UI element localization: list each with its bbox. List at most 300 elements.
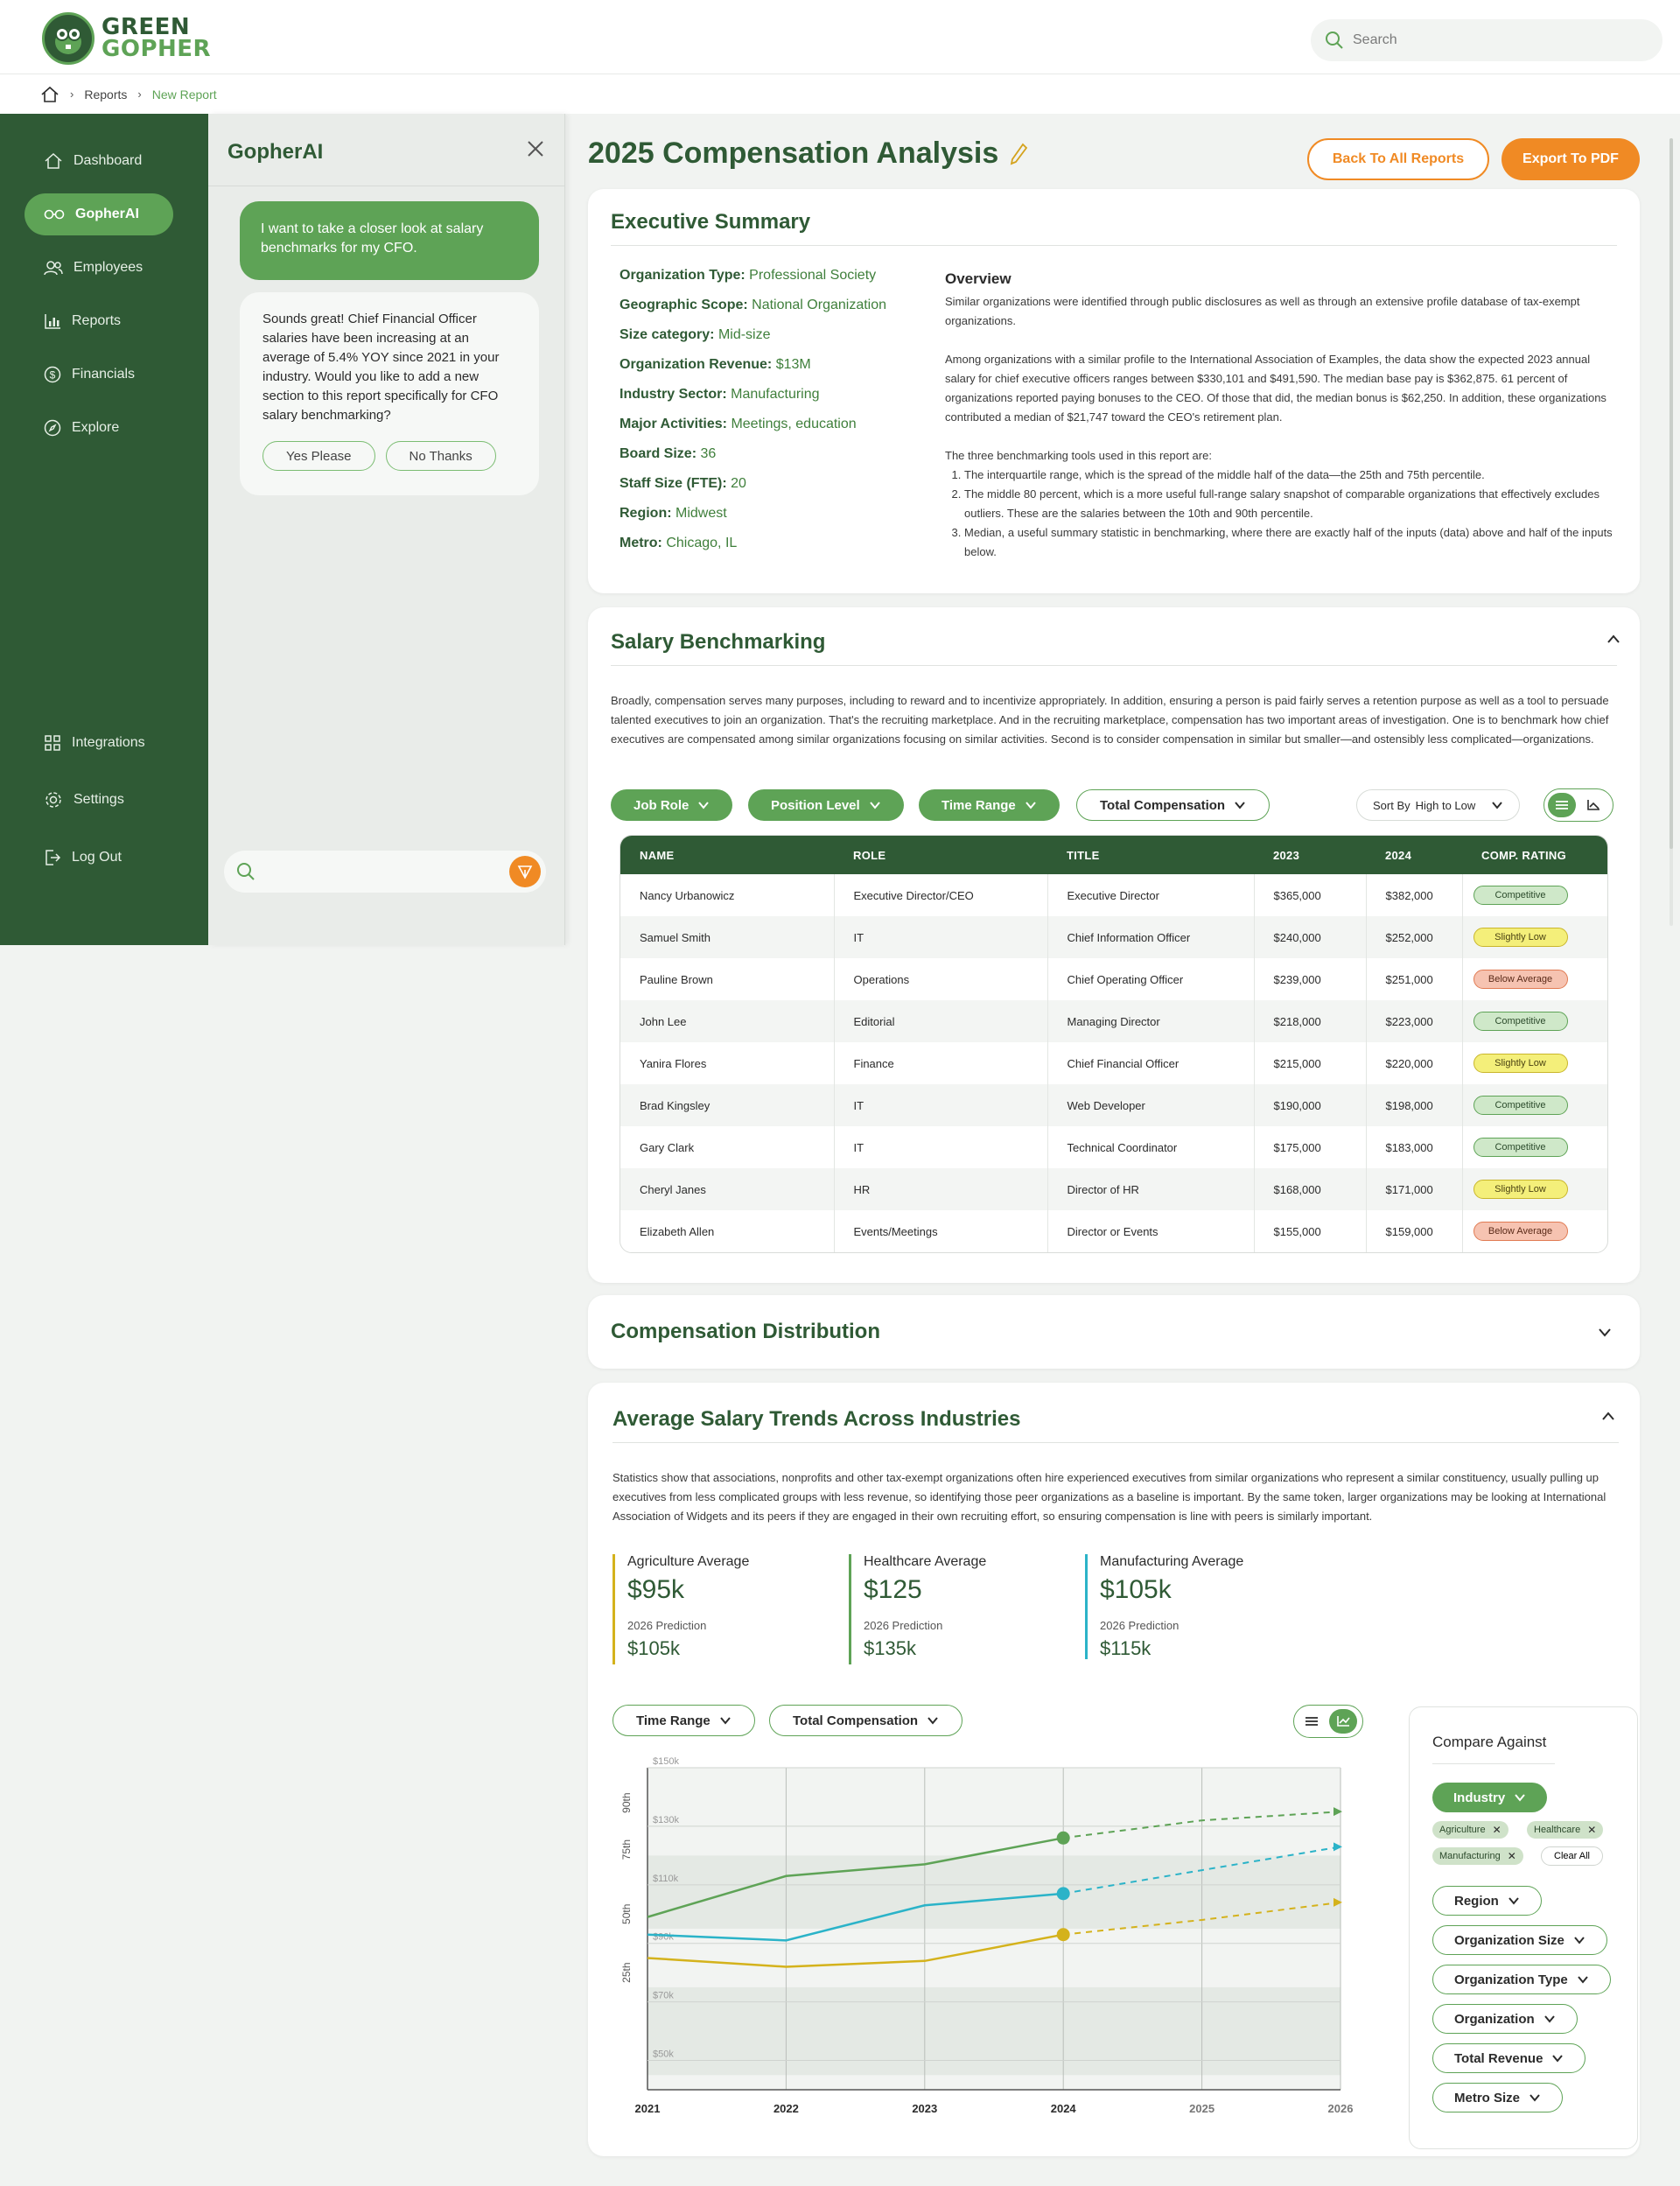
table-row[interactable] [620, 1126, 1607, 1168]
total-revenue-dropdown[interactable] [1432, 2043, 1586, 2073]
cell-name: Brad Kingsley [620, 1084, 834, 1126]
cell-role: Editorial [834, 1000, 1047, 1042]
column-header[interactable]: COMP. RATING [1462, 836, 1607, 874]
cell-title: Chief Information Officer [1047, 916, 1254, 958]
status-badge: Competitive [1474, 886, 1568, 905]
total-compensation-filter[interactable] [1076, 789, 1270, 821]
users-icon [44, 260, 63, 276]
percentile-band [648, 1987, 1340, 2075]
stat-prediction-label: 2026 Prediction [1100, 1619, 1180, 1632]
salary-trends-card [588, 1383, 1640, 2156]
cell-2023: $239,000 [1254, 958, 1366, 1000]
gopherai-title: GopherAI [228, 140, 324, 164]
sidebar-item-label: GopherAI [75, 207, 139, 221]
column-header[interactable]: 2023 [1254, 836, 1366, 874]
divider [611, 245, 1617, 246]
list-item: 2. The middle 80 percent, which is a more useful full-range salary snapshot of comparable organizations that effectively excludes outliers. These are the salaries between the 10th and 90th percentile. [964, 485, 1614, 523]
cell-title: Chief Financial Officer [1047, 1042, 1254, 1084]
column-header[interactable]: ROLE [834, 836, 1047, 874]
org-fact [620, 298, 886, 327]
percentile-label: 50th [620, 1903, 633, 1924]
sidebar-item-label: Integrations [72, 735, 145, 750]
cell-rating [1462, 1042, 1607, 1084]
breadcrumb-current[interactable]: New Report [151, 87, 217, 102]
status-badge: Competitive [1474, 1138, 1568, 1157]
fact-label: Size category: [620, 327, 715, 342]
cell-role: Operations [834, 958, 1047, 1000]
cell-2024: $251,000 [1366, 958, 1462, 1000]
cell-2024: $382,000 [1366, 874, 1462, 916]
table-row[interactable] [620, 1000, 1607, 1042]
data-point-agriculture [1057, 1928, 1070, 1941]
trends-description: Statistics show that associations, nonprofits and other tax-exempt organizations often hire experienced executives from similar organizations who represent a similar constituency, usually pulling up executives from less complicated groups with less revenue, so identifying those peer organizations as a baseline is important. By the same token, larger organizations may be looking at International Association of Widgets and its peers if they are engaged in their own recruiting effort, so ensuring compensation is line with peers is similarly important. [612, 1471, 1606, 1523]
x-tick-label: 2026 [1327, 2102, 1354, 2115]
salary-benchmarking-title: Salary Benchmarking [611, 630, 826, 654]
divider [611, 665, 1617, 666]
cell-title: Web Developer [1047, 1084, 1254, 1126]
filter-label: Job Role [634, 797, 690, 813]
manufacturing-stat [1085, 1554, 1243, 1659]
stat-prediction: $135k [864, 1637, 916, 1659]
y-tick-label: $70k [653, 1990, 674, 2001]
chip-agriculture[interactable] [1432, 1821, 1508, 1839]
chevron-up-icon[interactable] [1606, 634, 1620, 644]
cell-2023: $190,000 [1254, 1084, 1366, 1126]
fact-label: Board Size: [620, 446, 697, 461]
compare-against-panel [1409, 1706, 1638, 2149]
chevron-down-icon [1025, 801, 1037, 809]
cell-name: John Lee [620, 1000, 834, 1042]
filter-label: Time Range [942, 797, 1016, 813]
search-input[interactable] [1353, 32, 1633, 48]
cell-role: Events/Meetings [834, 1210, 1047, 1252]
scrollbar-thumb[interactable] [1670, 138, 1673, 849]
sidebar-item-label: Explore [72, 420, 120, 435]
chevron-down-icon [697, 801, 710, 809]
breadcrumb-reports[interactable]: Reports [84, 87, 128, 102]
benchmarking-description: Broadly, compensation serves many purposes, including to reward and to incentivize appropriately. In addition, ensuring a person is paid fairly serves a retention purpose as well as a tool to persuade talented executives to join an organization. That's the recruiting marketplace. And in the recruiting marketplace, compensation has two important areas of investigation. One is to benchmark how chief executives are compensated among similar organizations focusing on similar activities. Second is to consider compensation in similar but smaller—and ostensibly less complicated—organizations. [611, 694, 1609, 746]
fact-value: National Organization [752, 298, 887, 312]
chip-label: Healthcare [1534, 1825, 1581, 1835]
cell-2024: $171,000 [1366, 1168, 1462, 1210]
filter-label: Time Range [636, 1713, 710, 1728]
cell-title: Executive Director [1047, 874, 1254, 916]
cell-name: Samuel Smith [620, 916, 834, 958]
organization-dropdown[interactable] [1432, 2004, 1578, 2034]
search-bar[interactable] [1311, 19, 1662, 61]
sidebar-item-employees[interactable] [24, 247, 173, 289]
stat-prediction: $115k [1100, 1637, 1152, 1659]
x-tick-label: 2025 [1189, 2102, 1215, 2115]
cell-title: Chief Operating Officer [1047, 958, 1254, 1000]
cell-title: Managing Director [1047, 1000, 1254, 1042]
fact-value: Chicago, IL [666, 536, 738, 550]
column-header[interactable]: NAME [620, 836, 834, 874]
chevron-down-icon [1573, 1936, 1586, 1944]
logo-text-line1: GREEN [102, 14, 191, 40]
cell-name: Yanira Flores [620, 1042, 834, 1084]
cell-rating [1462, 1168, 1607, 1210]
org-fact [620, 506, 886, 536]
stat-prediction-label: 2026 Prediction [627, 1619, 707, 1632]
filter-label: Total Compensation [793, 1713, 919, 1728]
fact-value: Mid-size [718, 327, 771, 342]
percentile-label: 75th [620, 1839, 633, 1860]
dropdown-label: Organization [1454, 2011, 1535, 2027]
chevron-down-icon [1508, 1896, 1520, 1905]
fact-value: Manufacturing [731, 387, 820, 402]
chat-input-bar[interactable] [224, 851, 546, 893]
time-range-filter[interactable] [919, 789, 1060, 821]
fact-label: Geographic Scope: [620, 298, 748, 312]
gear-icon [44, 790, 63, 809]
logo[interactable] [42, 12, 211, 65]
cell-title: Technical Coordinator [1047, 1126, 1254, 1168]
org-fact [620, 357, 886, 387]
logout-icon [44, 849, 61, 866]
chevron-up-icon[interactable] [1601, 1411, 1615, 1421]
table-row[interactable] [620, 874, 1607, 916]
cell-rating [1462, 1084, 1607, 1126]
sidebar-item-logout[interactable] [24, 837, 173, 879]
sidebar-item-reports[interactable] [24, 300, 173, 342]
cell-2023: $168,000 [1254, 1168, 1366, 1210]
table-row[interactable] [620, 958, 1607, 1000]
cell-2023: $240,000 [1254, 916, 1366, 958]
metro-size-dropdown[interactable] [1432, 2083, 1563, 2112]
fact-label: Organization Type: [620, 268, 746, 283]
assistant-message [240, 292, 539, 495]
line-chart-icon [1336, 1715, 1350, 1727]
pencil-icon[interactable] [1009, 143, 1028, 165]
sidebar-item-label: Dashboard [74, 153, 143, 168]
fact-label: Major Activities: [620, 417, 727, 431]
table-header-row [620, 836, 1607, 874]
fact-value: Professional Society [749, 268, 877, 283]
chevron-down-icon [1514, 1793, 1526, 1802]
export-pdf-button[interactable]: Export To PDF [1502, 138, 1640, 180]
cell-name: Nancy Urbanowicz [620, 874, 834, 916]
table-row[interactable] [620, 916, 1607, 958]
chevron-down-icon [719, 1716, 732, 1725]
side-nav [0, 114, 208, 945]
x-tick-label: 2021 [634, 2102, 661, 2115]
fact-value: $13M [775, 357, 811, 372]
x-tick-label: 2022 [773, 2102, 799, 2115]
cell-title: Director of HR [1047, 1168, 1254, 1210]
chip-label: Manufacturing [1439, 1851, 1501, 1861]
chart-total-compensation-filter[interactable] [769, 1705, 962, 1736]
cell-title: Director or Events [1047, 1210, 1254, 1252]
dropdown-label: Organization Size [1454, 1932, 1564, 1948]
fact-label: Industry Sector: [620, 387, 727, 402]
chevron-right-icon: › [70, 88, 74, 101]
org-fact [620, 387, 886, 417]
y-tick-label: $150k [653, 1756, 679, 1767]
divider [1432, 1763, 1555, 1764]
industry-dropdown[interactable] [1432, 1783, 1547, 1812]
org-fact [620, 268, 886, 298]
stat-label: Healthcare Average [864, 1554, 987, 1569]
cell-name: Pauline Brown [620, 958, 834, 1000]
chart-icon [1586, 799, 1600, 811]
sidebar-item-integrations[interactable] [24, 722, 173, 764]
chart-view-toggle[interactable] [1293, 1705, 1363, 1738]
organization-type-dropdown[interactable] [1432, 1965, 1611, 1994]
org-fact [620, 536, 886, 565]
sidebar-item-settings[interactable] [24, 779, 173, 821]
cell-role: IT [834, 1126, 1047, 1168]
chevron-down-icon [927, 1716, 939, 1725]
executive-summary-title: Executive Summary [611, 210, 811, 234]
sidebar-item-dashboard[interactable] [24, 140, 173, 182]
cell-name: Cheryl Janes [620, 1168, 834, 1210]
gopher-logo-icon [42, 12, 94, 65]
search-icon [1325, 31, 1344, 50]
status-badge: Competitive [1474, 1096, 1568, 1115]
table-row[interactable] [620, 1084, 1607, 1126]
cell-rating [1462, 1126, 1607, 1168]
assistant-message-text: Sounds great! Chief Financial Officer salaries have been increasing at an average of 5.4% YOY since 2021 in your industry. Would you like to add a new section to this report specifically for CFO salary benchmarking? [262, 312, 500, 423]
data-point-manufacturing [1057, 1887, 1070, 1900]
fact-label: Staff Size (FTE): [620, 476, 727, 491]
overview-title: Overview [945, 270, 1012, 287]
chip-label: Agriculture [1439, 1825, 1486, 1835]
cell-2023: $155,000 [1254, 1210, 1366, 1252]
dollar-icon [44, 366, 61, 383]
fact-value: Midwest [676, 506, 727, 521]
cell-2024: $252,000 [1366, 916, 1462, 958]
table-row[interactable] [620, 1210, 1607, 1252]
cell-rating [1462, 958, 1607, 1000]
list-icon [1555, 800, 1569, 810]
sidebar-item-label: Log Out [72, 850, 122, 865]
user-message: I want to take a closer look at salary benchmarks for my CFO. [240, 201, 539, 280]
dropdown-label: Metro Size [1454, 2090, 1521, 2105]
table-row[interactable] [620, 1042, 1607, 1084]
status-badge: Slightly Low [1474, 928, 1568, 947]
job-role-filter[interactable] [611, 789, 732, 821]
status-badge: Slightly Low [1474, 1180, 1568, 1199]
chip-manufacturing[interactable] [1432, 1847, 1523, 1865]
chart-view-toggle[interactable] [1579, 793, 1607, 817]
chat-input[interactable] [264, 864, 492, 879]
cell-2024: $159,000 [1366, 1210, 1462, 1252]
overview-paragraph: The three benchmarking tools used in this report are: [945, 449, 1212, 462]
stat-prediction: $105k [627, 1637, 680, 1659]
no-thanks-button[interactable]: No Thanks [386, 441, 496, 471]
cell-2023: $365,000 [1254, 874, 1366, 916]
salary-trends-title: Average Salary Trends Across Industries [612, 1407, 1021, 1431]
status-badge: Below Average [1474, 1222, 1568, 1241]
chevron-down-icon [1551, 2054, 1564, 2063]
table-row[interactable] [620, 1168, 1607, 1210]
org-fact [620, 327, 886, 357]
cell-name: Elizabeth Allen [620, 1210, 834, 1252]
percentile-label: 25th [620, 1962, 633, 1983]
region-dropdown[interactable] [1432, 1886, 1542, 1916]
send-icon [517, 864, 533, 879]
back-to-reports-button[interactable]: Back To All Reports [1307, 138, 1489, 180]
svg-text:$: $ [49, 368, 56, 382]
stat-label: Manufacturing Average [1100, 1554, 1244, 1569]
salary-benchmarking-card [588, 607, 1640, 1283]
page-title [588, 137, 1028, 171]
close-icon[interactable]: ✕ [1507, 1850, 1516, 1862]
y-tick-label: $90k [653, 1931, 674, 1943]
chevron-down-icon [1529, 2093, 1541, 2102]
sort-label: Sort By [1373, 798, 1410, 812]
top-bar [0, 0, 1680, 74]
column-header[interactable]: TITLE [1047, 836, 1254, 874]
cell-2024: $183,000 [1366, 1126, 1462, 1168]
chevron-down-icon[interactable] [1598, 1327, 1612, 1337]
salary-table [620, 835, 1608, 1253]
status-badge: Below Average [1474, 970, 1568, 989]
clear-all-button[interactable]: Clear All [1541, 1846, 1603, 1866]
home-icon[interactable] [40, 86, 60, 103]
send-button[interactable] [509, 856, 541, 887]
list-item: 3. Median, a useful summary statistic in benchmarking, where there are exactly half of the inputs (data) above and half of the inputs below. [964, 523, 1614, 562]
org-fact [620, 417, 886, 446]
y-tick-label: $50k [653, 2049, 674, 2060]
x-tick-label: 2023 [912, 2102, 938, 2115]
close-icon[interactable] [527, 140, 544, 158]
chevron-down-icon [869, 801, 881, 809]
sort-dropdown[interactable] [1356, 789, 1520, 821]
home-icon [44, 152, 63, 170]
cell-2023: $215,000 [1254, 1042, 1366, 1084]
org-fact [620, 446, 886, 476]
cell-2024: $220,000 [1366, 1042, 1462, 1084]
percentile-label: 90th [620, 1792, 633, 1813]
filter-label: Total Compensation [1100, 797, 1226, 813]
stat-prediction-label: 2026 Prediction [864, 1619, 943, 1632]
dropdown-label: Organization Type [1454, 1972, 1568, 1987]
dropdown-label: Total Revenue [1454, 2050, 1544, 2066]
agriculture-stat [612, 1554, 749, 1664]
y-tick-label: $110k [653, 1873, 679, 1884]
status-badge: Slightly Low [1474, 1054, 1568, 1073]
logo-text-line2: GOPHER [102, 36, 212, 62]
executive-summary-card [588, 189, 1640, 593]
view-toggle[interactable] [1544, 788, 1614, 822]
compass-icon [44, 419, 61, 437]
page-title-text: 2025 Compensation Analysis [588, 137, 999, 170]
dropdown-label: Region [1454, 1893, 1499, 1909]
breadcrumb [0, 74, 1680, 114]
stat-value: $125 [864, 1575, 922, 1604]
cell-role: Executive Director/CEO [834, 874, 1047, 916]
data-point-healthcare [1057, 1832, 1070, 1845]
fact-value: 36 [700, 446, 717, 461]
salary-trend-chart [604, 1750, 1391, 2135]
sidebar-item-explore[interactable] [24, 407, 173, 449]
org-facts [620, 268, 886, 565]
stat-value: $95k [627, 1575, 685, 1604]
chevron-down-icon [1577, 1975, 1589, 1984]
chip-healthcare[interactable] [1527, 1821, 1603, 1839]
overview-paragraph: Similar organizations were identified through public disclosures as well as through an extensive profile database of tax-exempt organizations. [945, 295, 1580, 327]
yes-please-button[interactable]: Yes Please [262, 441, 375, 471]
gopherai-panel [208, 114, 565, 945]
cell-role: IT [834, 916, 1047, 958]
cell-rating [1462, 1210, 1607, 1252]
fact-value: Meetings, education [731, 417, 857, 431]
compare-title: Compare Against [1432, 1734, 1547, 1750]
list-view-toggle[interactable] [1298, 1709, 1326, 1734]
bar-chart-icon [44, 313, 61, 329]
percentile-band [648, 1855, 1340, 1929]
cell-rating [1462, 916, 1607, 958]
list-icon [1305, 1716, 1319, 1727]
chevron-right-icon: › [137, 88, 142, 101]
position-level-filter[interactable] [748, 789, 904, 821]
cell-rating [1462, 874, 1607, 916]
sidebar-item-label: Employees [74, 260, 144, 275]
benchmark-tools-list [945, 466, 1614, 562]
sort-value: High to Low [1415, 798, 1476, 812]
sidebar-item-gopherai[interactable] [24, 193, 173, 235]
cell-role: HR [834, 1168, 1047, 1210]
cell-2024: $223,000 [1366, 1000, 1462, 1042]
status-badge: Competitive [1474, 1012, 1568, 1031]
cell-2023: $175,000 [1254, 1126, 1366, 1168]
cell-rating [1462, 1000, 1607, 1042]
compensation-distribution-card[interactable] [588, 1295, 1640, 1369]
organization-size-dropdown[interactable] [1432, 1925, 1607, 1955]
fact-label: Organization Revenue: [620, 357, 773, 372]
chart-time-range-filter[interactable] [612, 1705, 755, 1736]
overview-paragraph: Among organizations with a similar profile to the International Association of Examples, the data show the expected 2023 annual salary for chief executive officers ranges between $330,101 and $491,590. The median base pay is $362,875. 61 percent of organizations reported paying bonuses to the CEO. Of those that did, the median bonus is $62,250. In addition, these organizations contributed a median of $21,747 toward the CEO's retirement plan. [945, 353, 1606, 424]
filter-label: Position Level [771, 797, 860, 813]
x-tick-label: 2024 [1050, 2102, 1076, 2115]
stat-value: $105k [1100, 1575, 1172, 1604]
line-chart-toggle[interactable] [1329, 1709, 1357, 1734]
chevron-down-icon [1491, 801, 1503, 809]
cell-role: Finance [834, 1042, 1047, 1084]
compensation-distribution-title: Compensation Distribution [611, 1320, 880, 1343]
sidebar-item-label: Reports [72, 313, 122, 328]
search-icon [236, 862, 256, 881]
dropdown-label: Industry [1453, 1790, 1506, 1805]
cell-role: IT [834, 1084, 1047, 1126]
glasses-icon [44, 208, 65, 221]
grid-icon [44, 734, 61, 752]
cell-2024: $198,000 [1366, 1084, 1462, 1126]
healthcare-stat [849, 1554, 986, 1664]
close-icon[interactable]: ✕ [1492, 1824, 1502, 1836]
column-header[interactable]: 2024 [1366, 836, 1462, 874]
sidebar-item-financials[interactable] [24, 354, 173, 396]
sidebar-item-label: Settings [74, 792, 124, 807]
list-item: 1. The interquartile range, which is the spread of the middle half of the data—the 25th and 75th percentile. [964, 466, 1614, 485]
divider [612, 1442, 1619, 1443]
chevron-down-icon [1234, 801, 1246, 809]
cell-name: Gary Clark [620, 1126, 834, 1168]
org-fact [620, 476, 886, 506]
chevron-down-icon [1544, 2014, 1556, 2023]
fact-value: 20 [731, 476, 746, 491]
sidebar-item-label: Financials [72, 367, 136, 382]
close-icon[interactable]: ✕ [1587, 1824, 1597, 1836]
stat-label: Agriculture Average [627, 1554, 750, 1569]
list-view-toggle[interactable] [1548, 793, 1576, 817]
fact-label: Metro: [620, 536, 662, 550]
overview [945, 270, 1614, 562]
y-tick-label: $130k [653, 1814, 679, 1825]
fact-label: Region: [620, 506, 672, 521]
